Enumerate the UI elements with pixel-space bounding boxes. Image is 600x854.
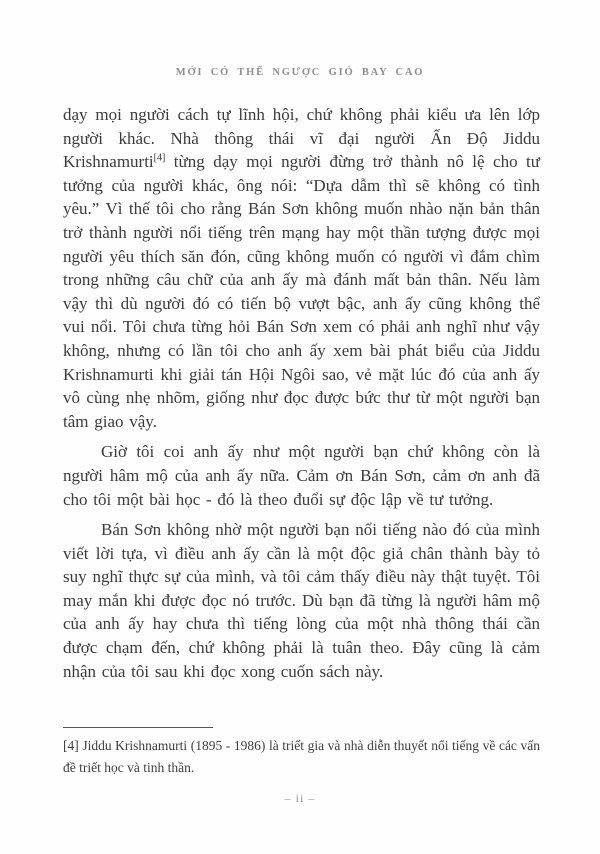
page-number: – ii –	[284, 791, 316, 805]
paragraph-2: Giờ tôi coi anh ấy như một người bạn chứ không còn là người hâm mộ của anh ấy nữa. Cảm ơn Bán Sơn, cảm ơn anh đã cho tôi một bài học - đó là theo đuổi sự độc lập về tư tưởng.	[63, 442, 540, 509]
footnote-text: [4] Jiddu Krishnamurti (1895 - 1986) là triết gia và nhà diễn thuyết nổi tiếng về các vấn đề triết học và tinh thần.	[63, 738, 540, 775]
paragraph-1-continuation: từng dạy mọi người đừng trở thành nô lệ cho tư tưởng của người khác, ông nói: “Dựa dẫm thì sẽ không có tình yêu.” Vì thế tôi cho rằng Bán Sơn không muốn nhào nặn bản thân trở thành người nổi tiếng trên mạng hay một thần tượng được mọi người yêu thích săn đón, cũng không muốn có người vì đắm chìm trong những câu chữ của anh ấy mà đánh mất bản thân. Nếu làm vậy thì dù người đó có tiến bộ vượt bậc, anh ấy cũng không thể vui nổi. Tôi chưa từng hỏi Bán Sơn xem có phải anh nghĩ như vậy không, nhưng có lần tôi cho anh ấy xem bài phát biểu của Jiddu Krishnamurti khi giải tán Hội Ngôi sao, vẻ mặt lúc đó của anh ấy vô cùng nhẹ nhõm, giống như đọc được bức thư từ một người bạn tâm giao vậy.	[63, 152, 540, 431]
footnote-section	[63, 727, 540, 779]
paragraph-3: Bán Sơn không nhờ một người bạn nổi tiếng nào đó của mình viết lời tựa, vì điều anh ấy cần là một độc giả chân thành bày tỏ suy nghĩ thực sự của mình, và tôi cảm thấy điều này thật tuyệt. Tôi may mắn khi được đọc nó trước. Dù bạn đã từng là người hâm mộ của anh ấy hay chưa thì tiếng lòng của một nhà thông thái cần được chạm đến, chứ không phải là tuân theo. Đây cũng là cảm nhận của tôi sau khi đọc xong cuốn sách này.	[63, 520, 540, 681]
footnote-divider	[63, 727, 213, 728]
paragraph-1-text: dạy mọi người cách tự lĩnh hội, chứ không phải kiểu ưa lên lớp người khác. Nhà thông thái vĩ đại người Ấn Độ Jiddu Krishnamurti	[63, 105, 540, 172]
page-body	[63, 103, 540, 683]
paragraph-1	[63, 103, 540, 433]
footnote-marker: [4]	[153, 152, 166, 164]
running-head-title: MỚI CÓ THỂ NGƯỢC GIÓ BAY CAO	[175, 67, 425, 78]
